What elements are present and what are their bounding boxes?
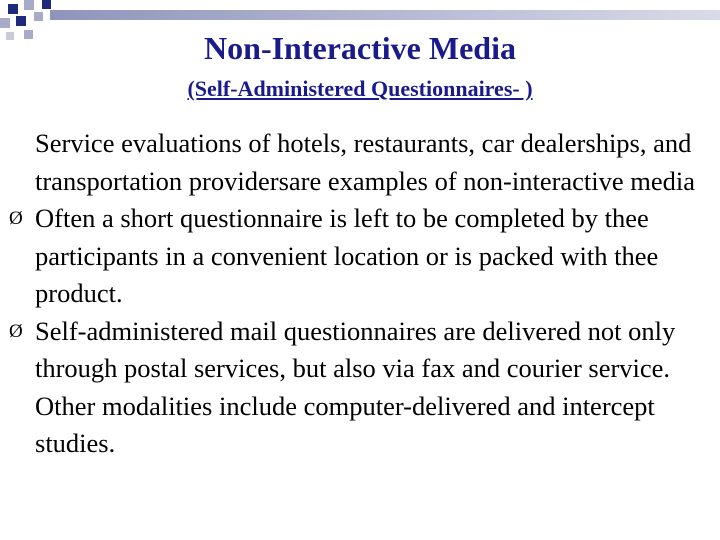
bullet-arrow-icon: Ø (9, 208, 23, 229)
decor-square-light (0, 18, 10, 28)
bullet-list (0, 125, 720, 463)
decor-top-bar (50, 10, 720, 20)
list-item-text: Often a short questionnaire is left to be completed by thee participants in a convenient location or is packed with thee product. (35, 203, 659, 308)
decor-square-light (24, 0, 34, 10)
slide-title: Non-Interactive Media (204, 30, 516, 66)
decor-square-dark (16, 16, 26, 26)
decor-square-light (34, 12, 43, 21)
list-item (0, 313, 712, 463)
decor-square-dark (8, 4, 18, 14)
decor-square-dark (42, 0, 51, 9)
list-item (0, 200, 712, 313)
list-item-text: Self-administered mail questionnaires are delivered not only through postal services, but also via fax and courier service. Other modalities include computer-delivered and intercept studies. (35, 315, 676, 458)
slide-subtitle: (Self-Administered Questionnaires- ) (187, 76, 533, 101)
bullet-arrow-icon: Ø (9, 320, 23, 342)
list-item-text: Service evaluations of hotels, restaurants, car dealerships, and transportation providersare examples of non-interactive media (35, 128, 696, 196)
list-item (0, 125, 712, 200)
